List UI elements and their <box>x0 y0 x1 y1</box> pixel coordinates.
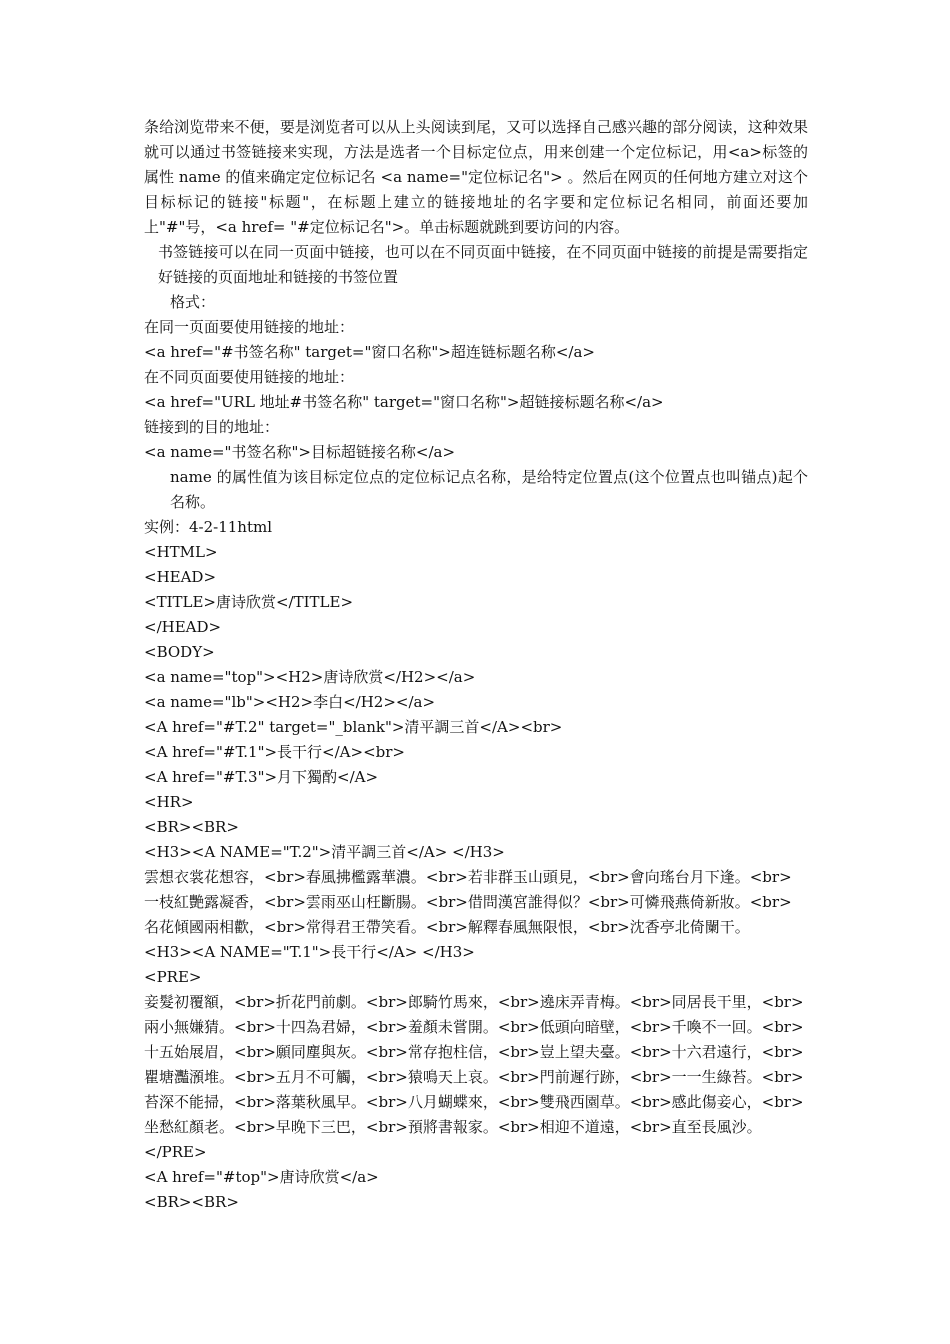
code-line: <BODY> <box>144 643 215 661</box>
code-line: 瞿塘灩澦堆。<br>五月不可觸，<br>猿鳴天上哀。<br>門前遲行跡，<br>一一生綠苔。<br> <box>144 1068 804 1086</box>
code-line: <H3><A NAME="T.2">清平調三首</A> </H3> <box>144 843 505 861</box>
bookmark-paragraph: 书签链接可以在同一页面中链接，也可以在不同页面中链接，在不同页面中链接的前提是需要指定好链接的页面地址和链接的书签位置 <box>158 243 808 286</box>
code-line: <HTML> <box>144 543 218 561</box>
code-line: <A href="#T.3">月下獨酌</A> <box>144 768 379 786</box>
code-line: <a name="lb"><H2>李白</H2></a> <box>144 693 436 711</box>
code-line: <HR> <box>144 793 194 811</box>
code-line: 名花傾國兩相歡，<br>常得君王帶笑看。<br>解釋春風無限恨，<br>沈香亭北倚闌干。 <box>144 918 750 936</box>
code-line: 雲想衣裳花想容，<br>春風拂檻露華濃。<br>若非群玉山頭見，<br>會向瑤台月下逢。<br> <box>144 868 792 886</box>
code-line: <HEAD> <box>144 568 217 586</box>
code-line: 十五始展眉，<br>願同塵與灰。<br>常存抱柱信，<br>豈上望夫臺。<br>十六君遠行，<br> <box>144 1043 804 1061</box>
diff-page-code: <a href="URL 地址#书签名称" target="窗口名称">超链接标题名称</a> <box>144 393 664 411</box>
document-body <box>144 115 808 1215</box>
code-line: </HEAD> <box>144 618 222 636</box>
diff-page-label: 在不同页面要使用链接的地址： <box>144 368 355 386</box>
code-line: <A href="#top">唐诗欣赏</a> <box>144 1168 379 1186</box>
code-line: 坐愁紅顏老。<br>早晚下三巴，<br>預將書報家。<br>相迎不道遠，<br>直至長風沙。 <box>144 1118 762 1136</box>
code-line: 兩小無嫌猜。<br>十四為君婦，<br>羞顏未嘗開。<br>低頭向暗壁，<br>千喚不一回。<br> <box>144 1018 804 1036</box>
example-label: 实例：4-2-11html <box>144 518 273 536</box>
same-page-label: 在同一页面要使用链接的地址： <box>144 318 355 336</box>
code-line: <BR><BR> <box>144 818 239 836</box>
code-line: <a name="top"><H2>唐诗欣赏</H2></a> <box>144 668 476 686</box>
code-line: <H3><A NAME="T.1">長干行</A> </H3> <box>144 943 475 961</box>
name-description: name 的属性值为该目标定位点的定位标记点名称，是给特定位置点(这个位置点也叫锚点)起个名称。 <box>170 468 808 511</box>
target-code: <a name="书签名称">目标超链接名称</a> <box>144 443 456 461</box>
code-line: <PRE> <box>144 968 202 986</box>
code-line: <A href="#T.2" target="_blank">清平調三首</A><br> <box>144 718 563 736</box>
code-line: <A href="#T.1">長干行</A><br> <box>144 743 405 761</box>
intro-paragraph: 条给浏览带来不便，要是浏览者可以从上头阅读到尾，又可以选择自己感兴趣的部分阅读，这种效果就可以通过书签链接来实现，方法是选者一个目标定位点，用来创建一个定位标记，用<a>标签的属性 name 的值来确定定位标记名 <a name="定位标记名"> 。然后在网页的任何地方建立对这个目标标记的链接"标题"，在标题上建立的链接地址的名字要和定位标记名相同，前面还要加上"#"号，<a href= "#定位标记名">。单击标题就跳到要访问的内容。 <box>144 118 808 236</box>
format-label: 格式： <box>170 293 216 311</box>
same-page-code: <a href="#书签名称" target="窗口名称">超连链标题名称</a> <box>144 343 595 361</box>
code-line: <BR><BR> <box>144 1193 239 1211</box>
code-line: 一枝紅艷露凝香，<br>雲雨巫山枉斷腸。<br>借問漢宮誰得似？<br>可憐飛燕倚新妝。<br> <box>144 893 792 911</box>
code-line: 妾髮初覆額，<br>折花門前劇。<br>郎騎竹馬來，<br>遶床弄青梅。<br>同居長干里，<br> <box>144 993 804 1011</box>
code-line: <TITLE>唐诗欣赏</TITLE> <box>144 593 354 611</box>
code-line: </PRE> <box>144 1143 207 1161</box>
target-label: 链接到的目的地址： <box>144 418 280 436</box>
code-line: 苔深不能掃，<br>落葉秋風早。<br>八月蝴蝶來，<br>雙飛西園草。<br>感此傷妾心，<br> <box>144 1093 804 1111</box>
